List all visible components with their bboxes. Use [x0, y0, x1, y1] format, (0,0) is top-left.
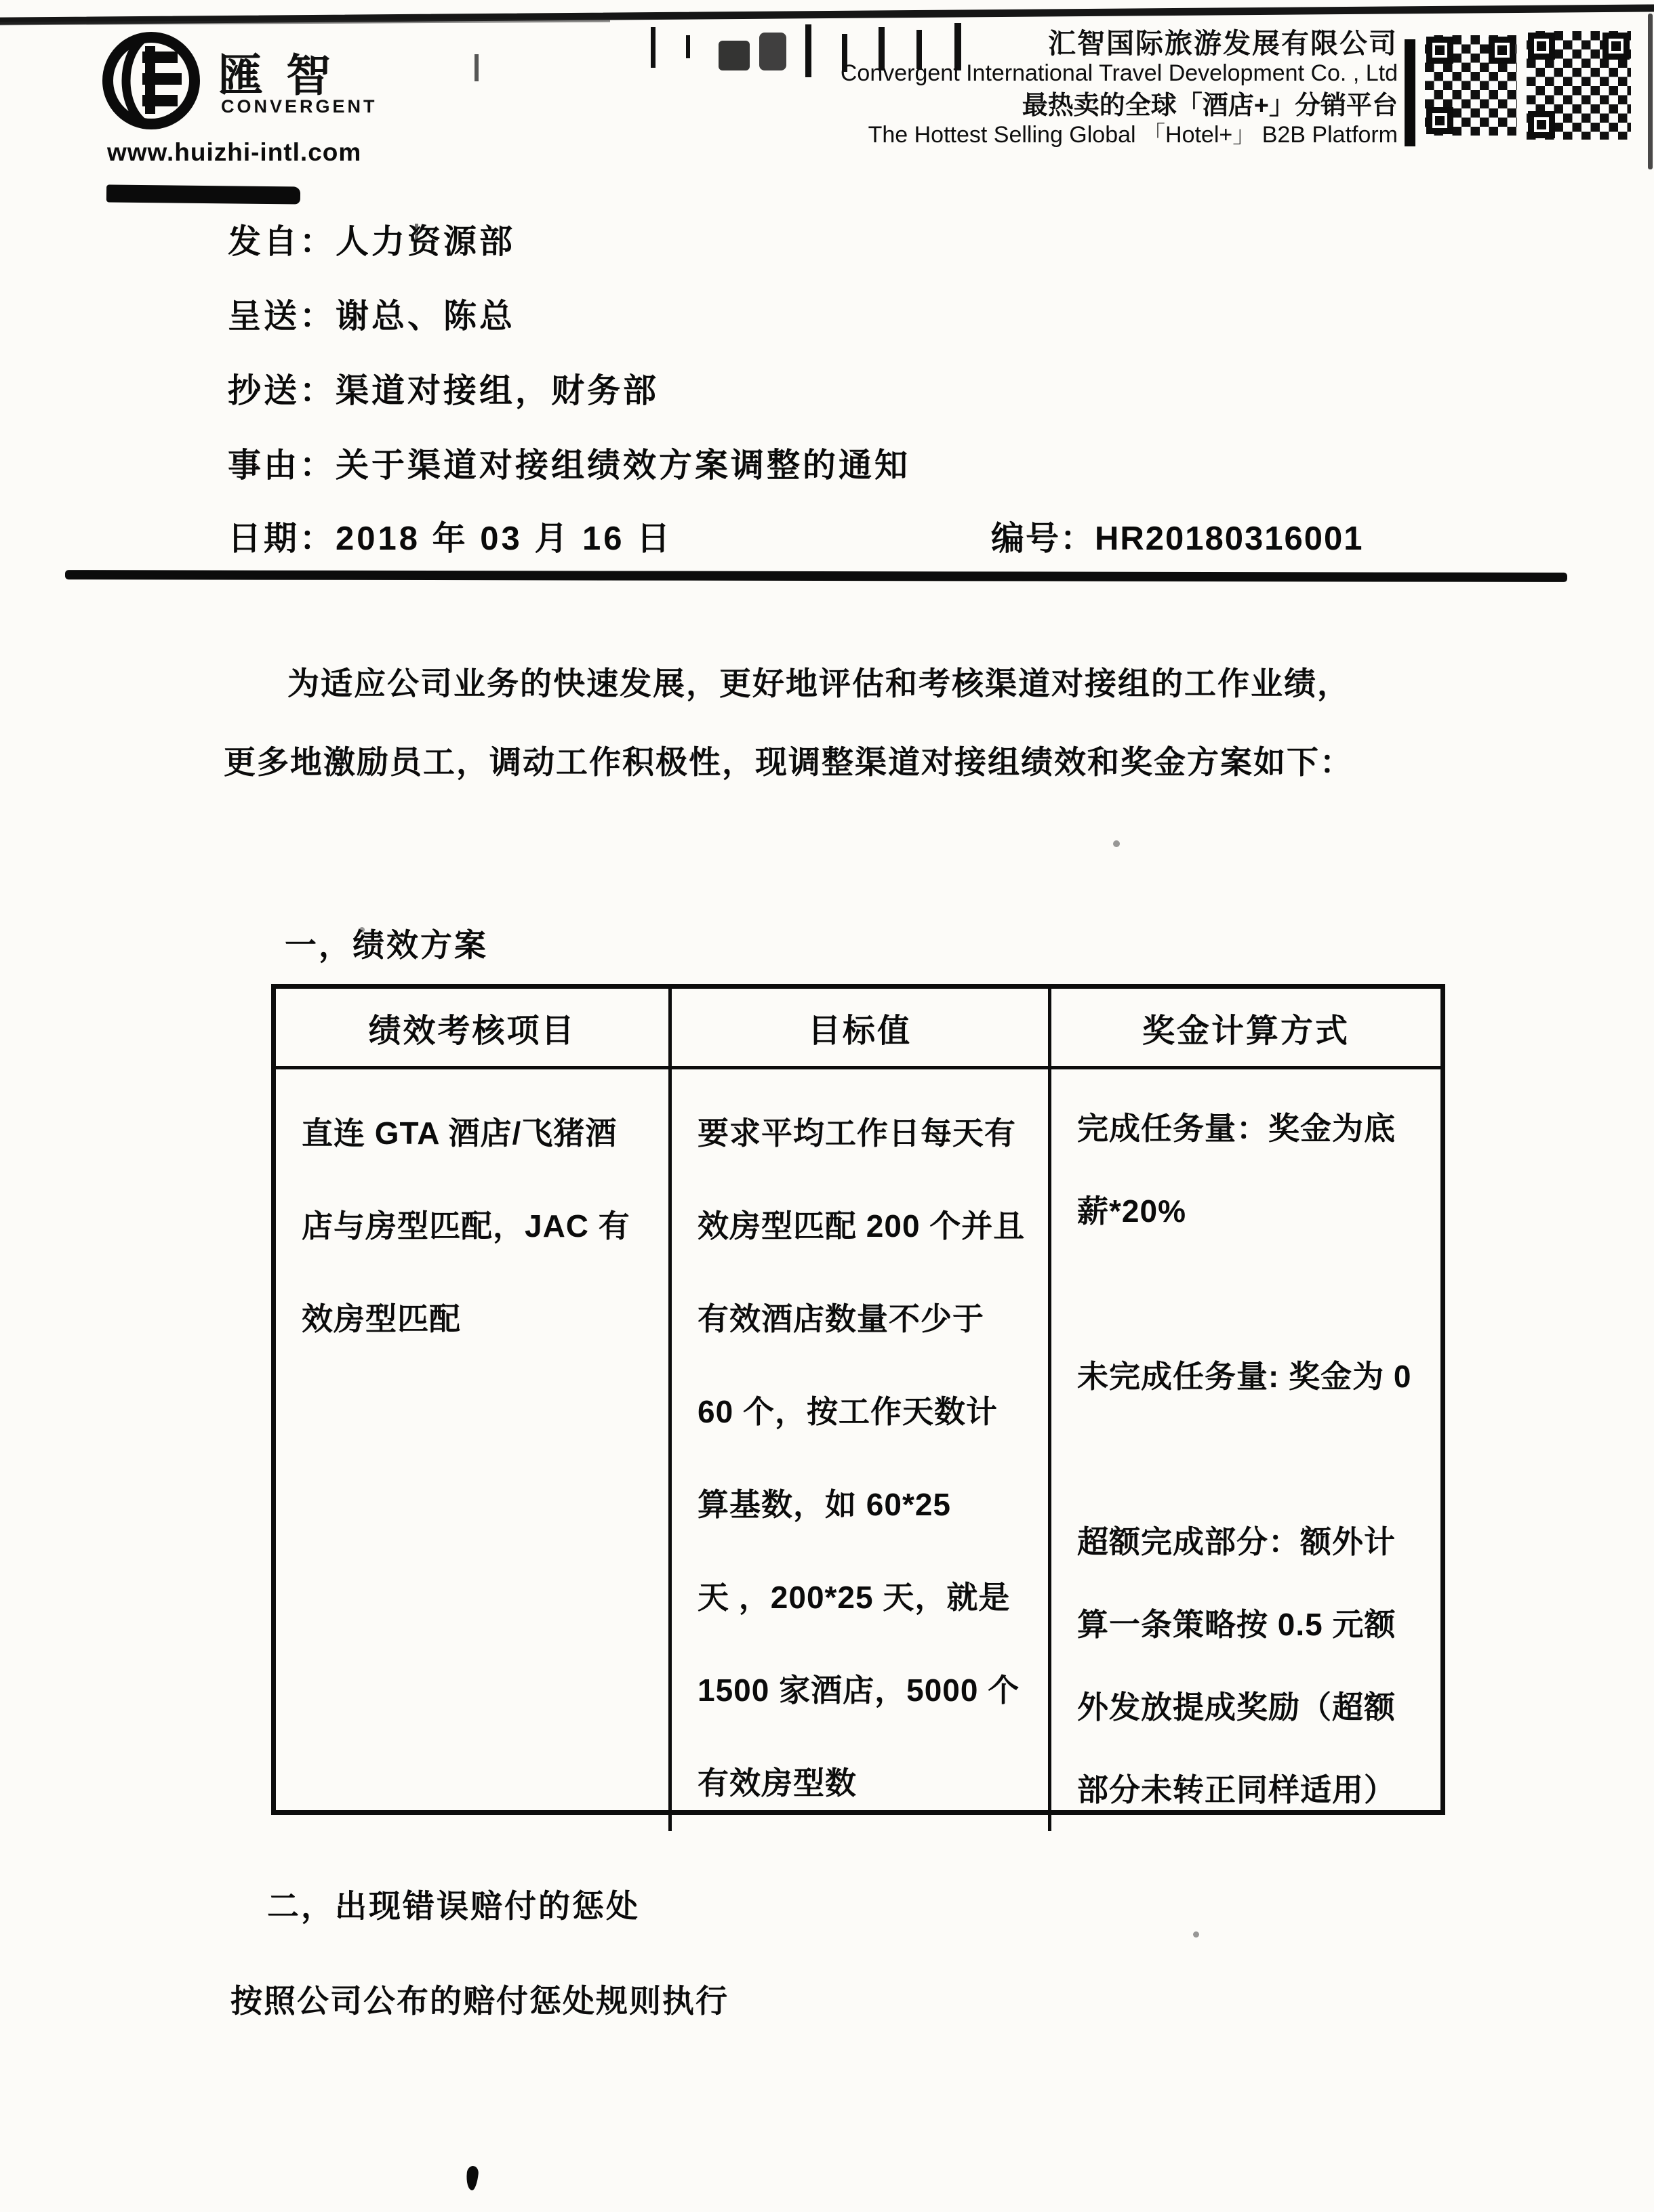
table-header-bonus: 奖金计算方式 — [1051, 989, 1440, 1069]
section-2-text: 按照公司公布的赔付惩处规则执行 — [230, 1983, 729, 2019]
qr-finder-icon — [1489, 37, 1516, 64]
horizontal-rule — [65, 570, 1567, 582]
logo-en-text: CONVERGENT — [221, 96, 378, 117]
memo-value: 2018 年 03 月 16 日 — [336, 520, 673, 557]
table-cell-target: 要求平均工作日每天有 效房型匹配 200 个并且 有效酒店数量不少于 60 个，按工作天数计 算基数，如 60*25 天 ，200*25 天，就是 1500 家酒店，5000 个 有效房型数 — [672, 1069, 1051, 1831]
memo-label: 发自： — [228, 224, 336, 260]
qr-finder-icon — [1528, 33, 1555, 60]
memo-label: 抄送： — [228, 373, 336, 409]
memo-value: 关于渠道对接组绩效方案调整的通知 — [336, 447, 911, 484]
memo-value: 渠道对接组，财务部 — [336, 373, 660, 409]
intro-line-2: 更多地激励员工，调动工作积极性，现调整渠道对接组绩效和奖金方案如下： — [224, 744, 1353, 780]
table-header-target: 目标值 — [672, 989, 1051, 1069]
intro-line-1: 为适应公司业务的快速发展，更好地评估和考核渠道对接组的工作业绩， — [287, 665, 1350, 701]
globe-logo-icon — [100, 31, 202, 130]
company-name-en: Convergent International Travel Development Co. , Ltd — [840, 60, 1398, 87]
table-cell-bonus: 完成任务量：奖金为底 薪*20% 未完成任务量: 奖金为 0 超额完成部分：额外计 算一条策略按 0.5 元额 外发放提成奖励（超额 部分未转正同样适用） — [1077, 1111, 1412, 1807]
memo-label: 日期： — [228, 520, 336, 557]
memo-value: 谢总、陈总 — [336, 298, 516, 335]
scan-artifact — [465, 2165, 479, 2191]
qr-code-icon — [1425, 35, 1517, 136]
scan-artifact — [1113, 840, 1120, 847]
table-cell-item: 直连 GTA 酒店/飞猪酒 店与房型匹配，JAC 有 效房型匹配 — [276, 1069, 672, 1831]
company-name-cn: 汇智国际旅游发展有限公司 — [1048, 28, 1398, 59]
performance-table — [271, 984, 1445, 1815]
table-header-item: 绩效考核项目 — [276, 989, 672, 1069]
qr-finder-icon — [1602, 33, 1630, 60]
company-info-block — [584, 27, 1398, 148]
memo-field-ref-number — [991, 512, 1364, 560]
section-2-title: 二，出现错误赔付的惩处 — [267, 1888, 640, 1924]
memo-value: HR20180316001 — [1095, 520, 1364, 557]
memo-value: 人力资源部 — [336, 224, 516, 260]
scan-artifact — [1648, 14, 1653, 169]
memo-field-cc — [228, 365, 659, 412]
memo-field-from — [228, 216, 515, 263]
logo-cn-text: 匯智 — [218, 50, 354, 100]
scan-artifact — [1193, 1931, 1199, 1938]
memo-label: 编号： — [991, 520, 1095, 557]
memo-field-to — [228, 290, 515, 337]
header-divider-bar — [1405, 39, 1415, 146]
company-tagline-cn: 最热卖的全球「酒店+」分销平台 — [1022, 91, 1398, 121]
company-tagline-en: The Hottest Selling Global 「Hotel+」 B2B Platform — [868, 122, 1398, 148]
memo-label: 呈送： — [228, 298, 336, 335]
qr-finder-icon — [1528, 111, 1555, 138]
qr-finder-icon — [1426, 107, 1453, 134]
memo-label: 事由： — [228, 447, 336, 484]
company-website: www.huizhi-intl.com — [107, 138, 362, 166]
section-1-title: 一，绩效方案 — [285, 927, 488, 963]
memo-field-subject — [228, 439, 910, 487]
scan-artifact — [475, 54, 479, 81]
scan-artifact — [106, 185, 300, 205]
qr-code-icon — [1527, 31, 1631, 140]
memo-field-date — [228, 512, 672, 560]
qr-finder-icon — [1426, 37, 1453, 64]
